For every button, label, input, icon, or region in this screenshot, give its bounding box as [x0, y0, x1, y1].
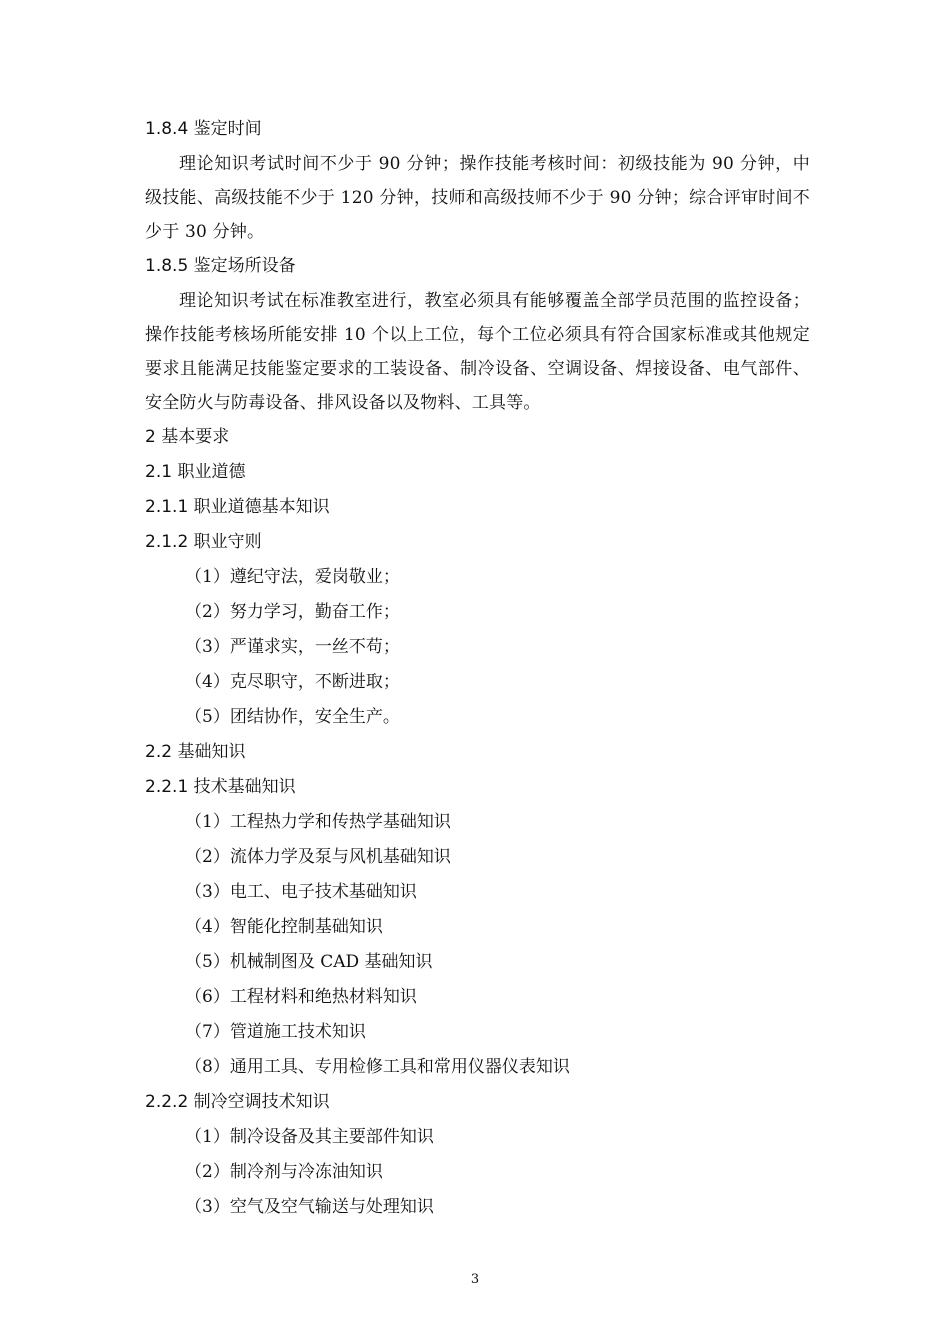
- list-item: （3）严谨求实，一丝不苟；: [185, 637, 400, 657]
- heading-2-2-1: 2.2.1 技术基础知识: [145, 777, 296, 797]
- heading-2-1-2: 2.1.2 职业守则: [145, 532, 262, 552]
- heading-2-2: 2.2 基础知识: [145, 742, 246, 762]
- list-item: （2）流体力学及泵与风机基础知识: [185, 847, 451, 867]
- paragraph-venue-equipment: 理论知识考试在标准教室进行，教室必须具有能够覆盖全部学员范围的监控设备；操作技能考核场所能安排 10 个以上工位，每个工位必须具有符合国家标准或其他规定要求且能满足技能鉴定要求的工装设备、制冷设备、空调设备、焊接设备、电气部件、安全防火与防毒设备、排风设备以及物料、工具等。: [145, 291, 810, 413]
- list-item: （3）电工、电子技术基础知识: [185, 882, 417, 902]
- list-item: （1）遵纪守法，爱岗敬业；: [185, 567, 400, 587]
- page-content: [145, 112, 810, 1225]
- heading-1-8-5: 1.8.5 鉴定场所设备: [145, 256, 296, 276]
- heading-2-1-1: 2.1.1 职业道德基本知识: [145, 497, 330, 517]
- list-item: （1）工程热力学和传热学基础知识: [185, 812, 451, 832]
- list-item: （4）克尽职守，不断进取；: [185, 672, 400, 692]
- list-item: （4）智能化控制基础知识: [185, 917, 383, 937]
- list-item: （5）机械制图及 CAD 基础知识: [185, 952, 433, 972]
- heading-1-8-4: 1.8.4 鉴定时间: [145, 119, 262, 139]
- list-item: （2）制冷剂与冷冻油知识: [185, 1162, 383, 1182]
- list-item: （3）空气及空气输送与处理知识: [185, 1197, 434, 1217]
- list-item: （6）工程材料和绝热材料知识: [185, 987, 417, 1007]
- list-item: （5）团结协作，安全生产。: [185, 707, 400, 727]
- list-code-of-conduct: [145, 560, 810, 735]
- list-item: （8）通用工具、专用检修工具和常用仪器仪表知识: [185, 1057, 570, 1077]
- list-technical-basics: [145, 805, 810, 1085]
- heading-2-2-2: 2.2.2 制冷空调技术知识: [145, 1092, 330, 1112]
- list-refrigeration-knowledge: [145, 1120, 810, 1225]
- list-item: （2）努力学习，勤奋工作；: [185, 602, 400, 622]
- list-item: （1）制冷设备及其主要部件知识: [185, 1127, 434, 1147]
- paragraph-exam-time: 理论知识考试时间不少于 90 分钟；操作技能考核时间：初级技能为 90 分钟，中级技能、高级技能不少于 120 分钟，技师和高级技师不少于 90 分钟；综合评审时间不少于 30 分钟。: [145, 154, 810, 242]
- list-item: （7）管道施工技术知识: [185, 1022, 366, 1042]
- heading-2-1: 2.1 职业道德: [145, 462, 246, 482]
- page-number: 3: [470, 1272, 480, 1287]
- heading-2: 2 基本要求: [145, 427, 230, 447]
